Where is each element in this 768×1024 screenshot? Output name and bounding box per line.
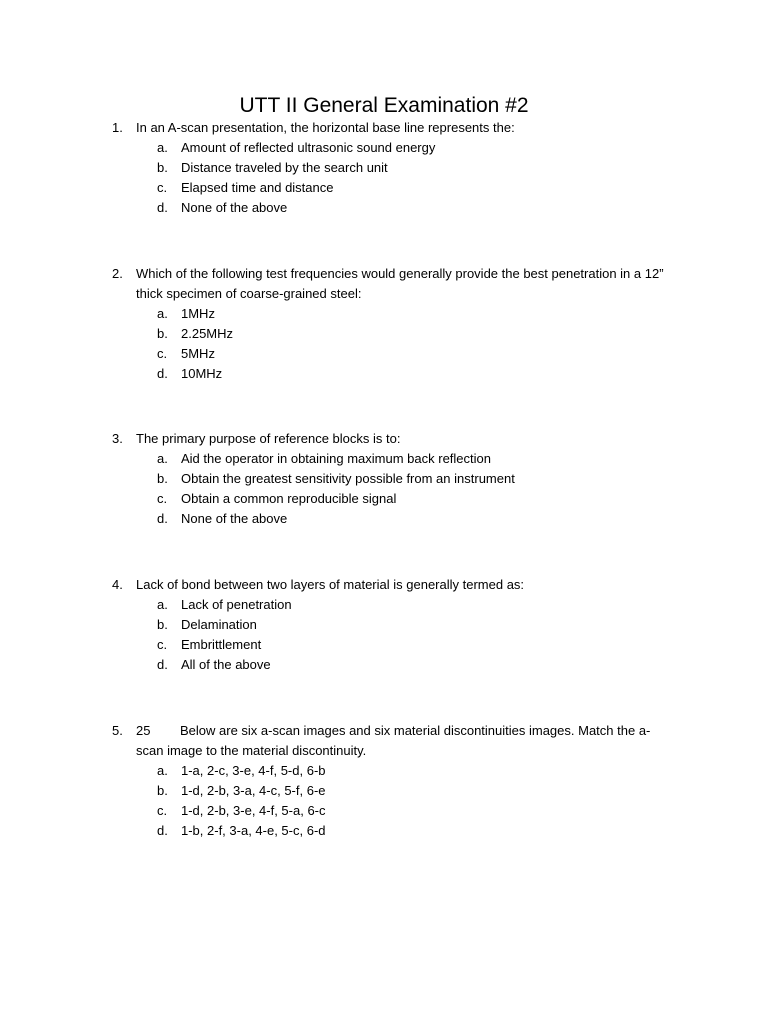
option-letter: b. <box>157 471 168 486</box>
option-text: None of the above <box>181 511 288 526</box>
option-letter: d. <box>157 657 168 672</box>
question-text <box>136 118 676 138</box>
option-text: Obtain a common reproducible signal <box>181 491 397 506</box>
option-text: 5MHz <box>181 346 215 361</box>
option-text: 1-d, 2-b, 3-a, 4-c, 5-f, 6-e <box>181 783 326 798</box>
question-text <box>136 721 676 761</box>
question-stem: Which of the following test frequencies would generally provide the best penetration in a 12” thick specimen of coarse-grained steel: <box>136 266 664 301</box>
option-letter: c. <box>157 180 168 195</box>
option-letter: d. <box>157 823 168 838</box>
option-text: 10MHz <box>181 366 223 381</box>
option-text: 1MHz <box>181 306 215 321</box>
option-letter: c. <box>157 803 168 818</box>
option-text: Amount of reflected ultrasonic sound energy <box>181 140 436 155</box>
option-text: Embrittlement <box>181 637 262 652</box>
option-letter: c. <box>157 346 168 361</box>
option-letter: d. <box>157 200 168 215</box>
option-text: 1-d, 2-b, 3-e, 4-f, 5-a, 6-c <box>181 803 326 818</box>
option-letter: b. <box>157 783 168 798</box>
question-number: 5. <box>112 723 123 738</box>
option-letter: b. <box>157 617 168 632</box>
option-text: Aid the operator in obtaining maximum back reflection <box>181 451 491 466</box>
option-letter: a. <box>157 140 168 155</box>
option-text: Delamination <box>181 617 257 632</box>
question-stem: The primary purpose of reference blocks is to: <box>136 431 401 446</box>
question-text <box>136 264 676 304</box>
option-letter: b. <box>157 326 168 341</box>
question-lead: 25 <box>136 723 151 738</box>
question-text <box>136 429 676 449</box>
option-text: Obtain the greatest sensitivity possible from an instrument <box>181 471 515 486</box>
question-text <box>136 575 676 595</box>
option-letter: a. <box>157 763 168 778</box>
option-text: Lack of penetration <box>181 597 292 612</box>
question-stem: In an A-scan presentation, the horizontal base line represents the: <box>136 120 515 135</box>
question-number: 4. <box>112 577 123 592</box>
option-text: 1-b, 2-f, 3-a, 4-e, 5-c, 6-d <box>181 823 326 838</box>
question-number: 2. <box>112 266 123 281</box>
option-letter: b. <box>157 160 168 175</box>
page-title: UTT II General Examination #2 <box>239 94 529 117</box>
question-stem: Below are six a-scan images and six material discontinuities images. Match the a-scan image to the material discontinuity. <box>136 723 651 758</box>
option-text: Elapsed time and distance <box>181 180 334 195</box>
question-number: 1. <box>112 120 123 135</box>
option-text: 1-a, 2-c, 3-e, 4-f, 5-d, 6-b <box>181 763 326 778</box>
option-text: None of the above <box>181 200 288 215</box>
option-text: Distance traveled by the search unit <box>181 160 388 175</box>
option-letter: a. <box>157 306 168 321</box>
option-letter: d. <box>157 511 168 526</box>
question-stem: Lack of bond between two layers of material is generally termed as: <box>136 577 525 592</box>
option-letter: a. <box>157 451 168 466</box>
option-letter: c. <box>157 491 168 506</box>
option-letter: c. <box>157 637 168 652</box>
option-letter: d. <box>157 366 168 381</box>
option-letter: a. <box>157 597 168 612</box>
option-text: 2.25MHz <box>181 326 234 341</box>
option-text: All of the above <box>181 657 271 672</box>
question-number: 3. <box>112 431 123 446</box>
